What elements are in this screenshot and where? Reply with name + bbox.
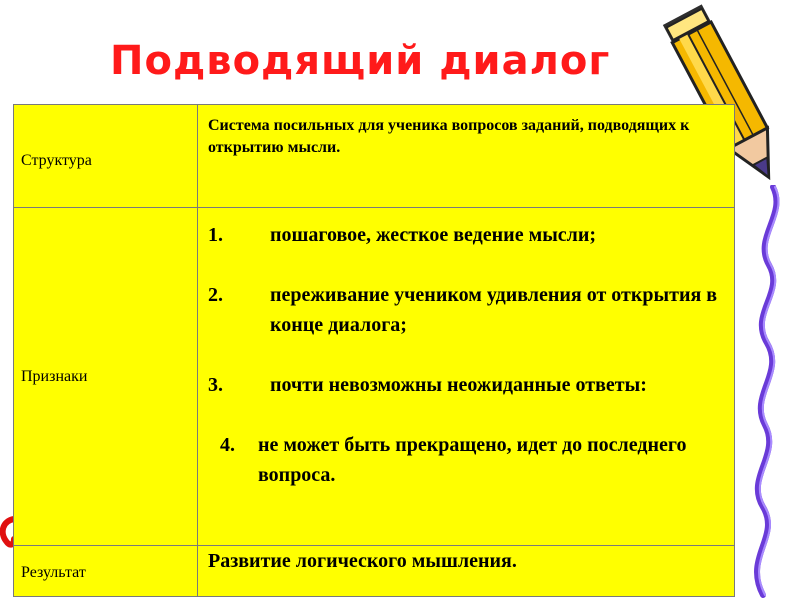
squiggle-line-icon [735, 185, 800, 600]
list-item [220, 430, 734, 490]
table-row-features [14, 208, 735, 546]
list-text: почти невозможны неожиданные ответы: [270, 374, 647, 396]
result-text: Развитие логического мышления. [208, 550, 517, 572]
list-number: 3. [208, 374, 223, 396]
list-item [208, 370, 734, 400]
list-number: 2. [208, 284, 223, 306]
row-label-features: Признаки [14, 208, 198, 546]
dialog-table [13, 104, 735, 597]
row-label-structure: Структура [14, 105, 198, 208]
table-row-result [14, 546, 735, 597]
structure-text: Система посильных для ученика вопросов заданий, подводящих к открытию мысли. [208, 117, 690, 156]
list-number: 4. [220, 434, 235, 456]
table-row-structure [14, 105, 735, 208]
list-text: пошаговое, жесткое ведение мысли; [270, 224, 597, 246]
row-content-result [198, 546, 735, 597]
row-label-result: Результат [14, 546, 198, 597]
list-text: не может быть прекращено, идет до последнего вопроса. [258, 434, 687, 486]
row-content-structure [198, 105, 735, 208]
list-number: 1. [208, 224, 223, 246]
slide-title: Подводящий диалог [110, 38, 611, 84]
list-item [208, 220, 734, 250]
list-text: переживание учеником удивления от открытия в конце диалога; [270, 284, 718, 336]
row-content-features [198, 208, 735, 546]
list-item [208, 280, 734, 340]
